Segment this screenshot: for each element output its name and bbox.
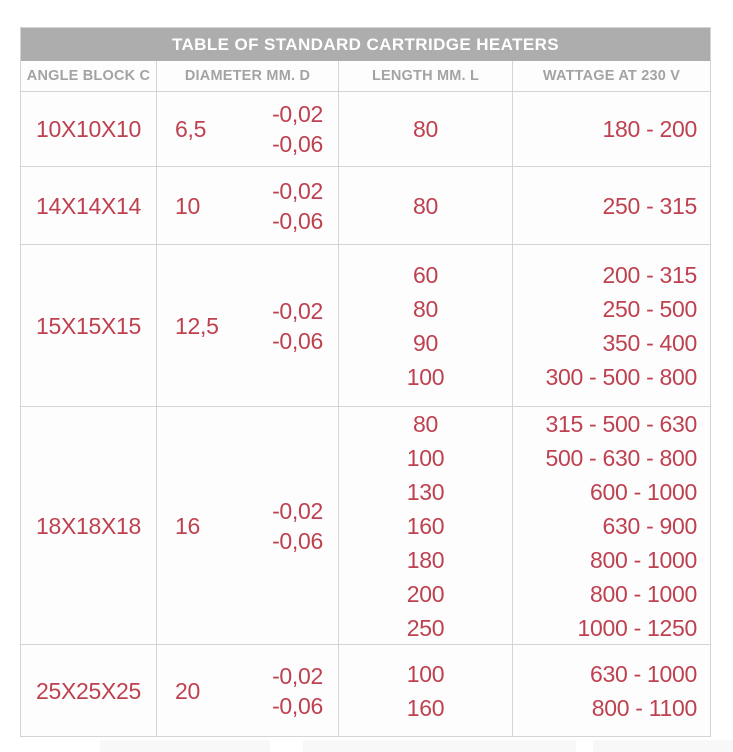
length-value: 80 (413, 411, 438, 437)
length-cell (339, 645, 513, 736)
table-title-bar (21, 28, 710, 61)
diameter-value: 10 (175, 192, 200, 219)
length-value: 160 (406, 513, 445, 539)
wattage-value: 800 - 1000 (590, 581, 697, 607)
wattage-value: 1000 - 1250 (577, 615, 697, 641)
tolerance-value: -0,06 (272, 207, 323, 234)
length-value: 80 (413, 295, 438, 322)
diameter-value: 16 (175, 513, 200, 539)
bottom-strip (303, 740, 576, 752)
length-value: 100 (406, 363, 445, 390)
cartridge-heaters-table (20, 27, 711, 737)
length-value: 90 (413, 329, 438, 356)
tolerance-stack (272, 176, 323, 236)
tolerance-value: -0,06 (272, 327, 323, 354)
column-header-length: LENGTH MM. L (339, 61, 513, 91)
table-row (21, 166, 710, 244)
table-row (21, 644, 710, 736)
wattage-cell (513, 92, 710, 166)
tolerance-stack (272, 661, 323, 721)
table-row (21, 406, 710, 644)
diameter-value: 12,5 (175, 312, 219, 339)
wattage-value: 250 - 315 (602, 192, 697, 219)
tolerance-value: -0,06 (272, 528, 323, 554)
wattage-cell (513, 167, 710, 244)
wattage-value: 630 - 900 (602, 513, 697, 539)
tolerance-value: -0,02 (272, 297, 323, 324)
wattage-value: 800 - 1000 (590, 547, 697, 573)
table-row (21, 244, 710, 406)
wattage-value: 200 - 315 (602, 261, 697, 288)
table-row (21, 91, 710, 166)
tolerance-value: -0,02 (272, 498, 323, 524)
diameter-value: 6,5 (175, 116, 207, 142)
length-value: 130 (406, 479, 445, 505)
length-value: 180 (406, 547, 445, 573)
angle-block-cell: 25X25X25 (21, 645, 157, 736)
wattage-cell (513, 245, 710, 406)
wattage-cell (513, 407, 710, 645)
wattage-value: 500 - 630 - 800 (545, 445, 697, 471)
length-value: 80 (413, 116, 438, 142)
length-value: 100 (406, 445, 445, 471)
wattage-cell (513, 645, 710, 736)
bottom-strip (593, 740, 733, 752)
tolerance-value: -0,06 (272, 692, 323, 719)
length-value: 80 (413, 192, 438, 219)
diameter-value: 20 (175, 677, 200, 704)
wattage-value: 600 - 1000 (590, 479, 697, 505)
length-value: 250 (406, 615, 445, 641)
tolerance-stack (272, 296, 323, 356)
diameter-cell (157, 167, 339, 244)
length-value: 60 (413, 261, 438, 288)
wattage-value: 630 - 1000 (590, 660, 697, 687)
wattage-value: 180 - 200 (602, 116, 697, 142)
wattage-value: 800 - 1100 (591, 694, 697, 721)
tolerance-value: -0,02 (272, 177, 323, 204)
tolerance-value: -0,02 (272, 662, 323, 689)
angle-block-cell: 14X14X14 (21, 167, 157, 244)
wattage-value: 300 - 500 - 800 (545, 363, 697, 390)
length-value: 160 (406, 694, 445, 721)
tolerance-value: -0,02 (272, 101, 323, 127)
angle-block-cell: 15X15X15 (21, 245, 157, 406)
wattage-value: 315 - 500 - 630 (545, 411, 697, 437)
angle-block-cell: 18X18X18 (21, 407, 157, 645)
tolerance-stack (272, 99, 323, 159)
length-value: 100 (406, 660, 445, 687)
length-cell (339, 407, 513, 645)
diameter-cell (157, 407, 339, 645)
wattage-value: 350 - 400 (602, 329, 697, 356)
tolerance-stack (272, 496, 323, 556)
length-value: 200 (406, 581, 445, 607)
length-cell (339, 167, 513, 244)
column-header-angle-block: ANGLE BLOCK C (21, 61, 157, 91)
length-cell (339, 92, 513, 166)
table-title: TABLE OF STANDARD CARTRIDGE HEATERS (171, 34, 560, 54)
tolerance-value: -0,06 (272, 131, 323, 157)
angle-block-cell: 10X10X10 (21, 92, 157, 166)
wattage-value: 250 - 500 (602, 295, 697, 322)
bottom-strip (100, 740, 270, 752)
diameter-cell (157, 645, 339, 736)
diameter-cell (157, 245, 339, 406)
column-header-wattage: WATTAGE AT 230 V (542, 68, 681, 84)
table-header-row (21, 61, 710, 91)
diameter-cell (157, 92, 339, 166)
column-header-diameter: DIAMETER MM. D (157, 61, 339, 91)
length-cell (339, 245, 513, 406)
